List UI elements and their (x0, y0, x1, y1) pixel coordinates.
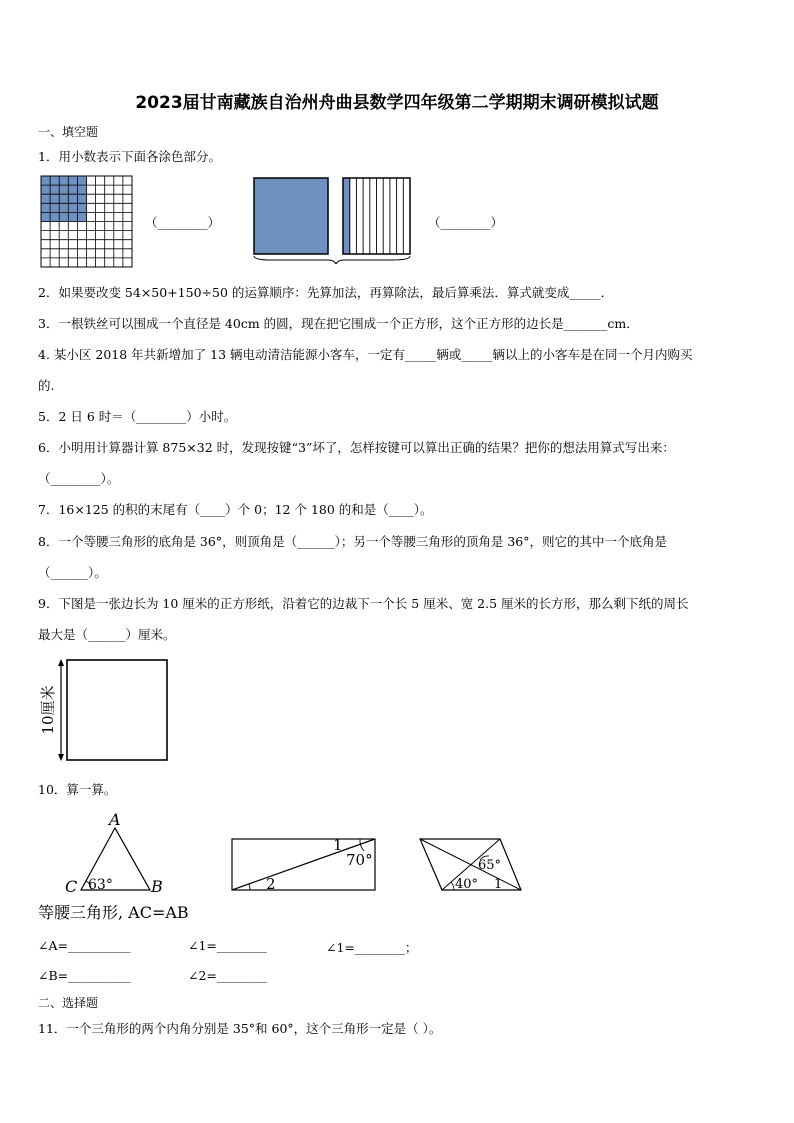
question-1: 1．用小数表示下面各涂色部分。 (38, 149, 221, 164)
answer-blank-1[interactable]: （________） (145, 215, 221, 230)
triangle-caption: 等腰三角形, AC=AB (38, 903, 189, 922)
question-8-line1: 8．一个等腰三角形的底角是 36°，则顶角是（______）；另一个等腰三角形的顶角是 36°，则它的其中一个底角是 (38, 534, 667, 549)
angle-40-label: 40° (455, 877, 479, 892)
question-3: 3．一根铁丝可以围成一个直径是 40cm 的圆，现在把它围成一个正方形，这个正方形的边长是_______cm． (38, 316, 639, 331)
brace (254, 256, 410, 264)
parallelogram-figure (414, 834, 526, 894)
vertex-c-label: C (65, 877, 78, 896)
question-4-line2: 的. (38, 378, 55, 393)
question-8-line2: （______）。 (38, 565, 107, 580)
question-9-line2: 最大是（______）厘米。 (38, 627, 176, 642)
angle-2-label: 2 (266, 875, 276, 893)
angle-1-label: 1 (333, 836, 343, 854)
vertex-a-label: A (109, 810, 121, 829)
question-4-line1: 4. 某小区 2018 年共新增加了 13 辆电动清洁能源小客车，一定有_____辆或_____辆以上的小客车是在同一个月内购买 (38, 347, 693, 362)
square (67, 660, 167, 760)
shaded-region (41, 176, 87, 222)
question-5: 5．2 日 6 时＝（________）小时。 (38, 409, 237, 424)
question-10: 10．算一算。 (38, 782, 117, 797)
question-11: 11．一个三角形的两个内角分别是 35°和 60°，这个三角形一定是（ ）。 (38, 1021, 442, 1036)
answer-blank-2[interactable]: （________） (428, 215, 504, 230)
section-multiple-choice: 二、选择题 (38, 996, 99, 1010)
answer-angle-1-para[interactable]: ∠1=________； (326, 940, 418, 955)
isosceles-triangle-figure (62, 808, 172, 896)
answer-angle-1-rect[interactable]: ∠1=________ (188, 938, 267, 953)
answer-angle-a[interactable]: ∠A=__________ (38, 938, 131, 953)
question-2: 2．如果要改变 54×50+150÷50 的运算顺序：先算加法，再算除法，最后算乘法．算式就变成_____． (38, 285, 614, 300)
hundred-grid-figure (40, 175, 134, 269)
question-6-line2: （________）。 (38, 471, 120, 486)
vertex-b-label: B (151, 877, 163, 896)
square-paper-figure (38, 655, 170, 765)
angle-70-label: 70° (346, 851, 373, 869)
angle-65-label: 65° (478, 858, 502, 873)
angle-63-label: 63° (88, 877, 113, 893)
decimal-strips-figure (252, 176, 412, 264)
side-length-label: 10厘米 (39, 685, 57, 735)
angle-1-parallelogram-label: 1 (494, 877, 503, 892)
question-9-line1: 9．下图是一张边长为 10 厘米的正方形纸，沿着它的边裁下一个长 5 厘米、宽 2.5 厘米的长方形，那么剩下纸的周长 (38, 596, 689, 611)
question-7: 7．16×125 的积的末尾有（____）个 0；12 个 180 的和是（____）。 (38, 502, 433, 517)
shaded-square (254, 178, 328, 254)
rectangle-diagonal-figure (228, 834, 380, 894)
answer-angle-2[interactable]: ∠2=________ (188, 968, 267, 983)
question-6-line1: 6．小明用计算器计算 875×32 时，发现按键“3”坏了，怎样按键可以算出正确的结果？把你的想法用算式写出来： (38, 440, 675, 455)
answer-angle-b[interactable]: ∠B=__________ (38, 968, 131, 983)
page-title: 2023届甘南藏族自治州舟曲县数学四年级第二学期期末调研模拟试题 (135, 93, 659, 113)
section-fill-blank: 一、填空题 (38, 125, 99, 139)
